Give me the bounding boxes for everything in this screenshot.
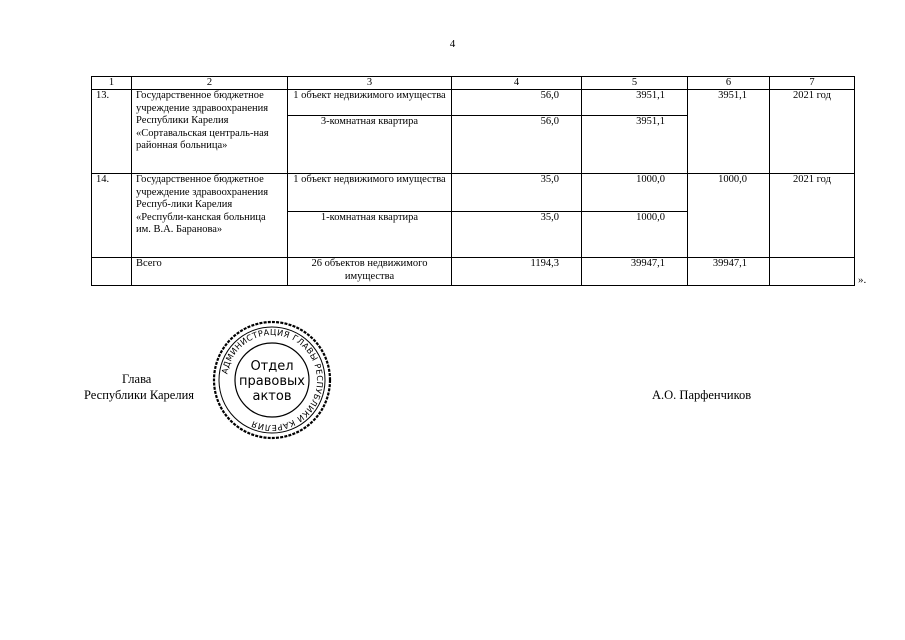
row-number: 14. [92, 174, 132, 258]
balance-value: 3951,1 [582, 90, 688, 116]
object-description: 3-комнатная квартира [288, 116, 452, 174]
total-label: Всего [132, 258, 288, 286]
signatory-title-line2: Республики Карелия [84, 388, 195, 402]
header-cell: 5 [582, 77, 688, 90]
stamp-line2: правовых [239, 374, 305, 389]
year-value: 2021 год [770, 174, 855, 258]
stamp-line3: актов [252, 389, 292, 404]
empty-cell [92, 258, 132, 286]
signatory-title-line1: Глава [122, 372, 152, 386]
balance-value: 1000,0 [582, 174, 688, 212]
year-value: 2021 год [770, 90, 855, 174]
object-description: 1-комнатная квартира [288, 212, 452, 258]
total-value: 3951,1 [688, 90, 770, 174]
header-cell: 2 [132, 77, 288, 90]
table-row [92, 90, 855, 116]
signatory-name: А.О. Парфенчиков [652, 388, 752, 402]
object-description: 26 объектов недвижимого имущества [288, 258, 452, 286]
table-total-row [92, 258, 855, 286]
table-header-row [92, 77, 855, 90]
balance-value: 39947,1 [582, 258, 688, 286]
row-number: 13. [92, 90, 132, 174]
official-stamp [210, 318, 334, 442]
property-table [91, 76, 855, 286]
stamp-line1: Отдел [250, 359, 294, 374]
area-value: 35,0 [452, 212, 582, 258]
institution-name: Государственное бюджетное учреждение здравоохранения Респуб-лики Карелия «Республи-канская больница им. В.А. Баранова» [132, 174, 288, 258]
balance-value: 1000,0 [582, 212, 688, 258]
header-cell: 1 [92, 77, 132, 90]
closing-quote: ». [858, 274, 867, 286]
page-number: 4 [449, 38, 456, 50]
header-cell: 4 [452, 77, 582, 90]
table-row [92, 174, 855, 212]
object-description: 1 объект недвижимого имущества [288, 90, 452, 116]
total-value: 1000,0 [688, 174, 770, 258]
institution-name: Государственное бюджетное учреждение здравоохранения Республики Карелия «Сортавальская централь-ная районная больница» [132, 90, 288, 174]
balance-value: 3951,1 [582, 116, 688, 174]
header-cell: 7 [770, 77, 855, 90]
area-value: 56,0 [452, 90, 582, 116]
total-value: 39947,1 [688, 258, 770, 286]
stamp-ring-text: АДМИНИСТРАЦИЯ ГЛАВЫ РЕСПУБЛИКИ КАРЕЛИЯ [219, 326, 326, 434]
area-value: 35,0 [452, 174, 582, 212]
object-description: 1 объект недвижимого имущества [288, 174, 452, 212]
header-cell: 6 [688, 77, 770, 90]
area-value: 1194,3 [452, 258, 582, 286]
year-value [770, 258, 855, 286]
header-cell: 3 [288, 77, 452, 90]
area-value: 56,0 [452, 116, 582, 174]
